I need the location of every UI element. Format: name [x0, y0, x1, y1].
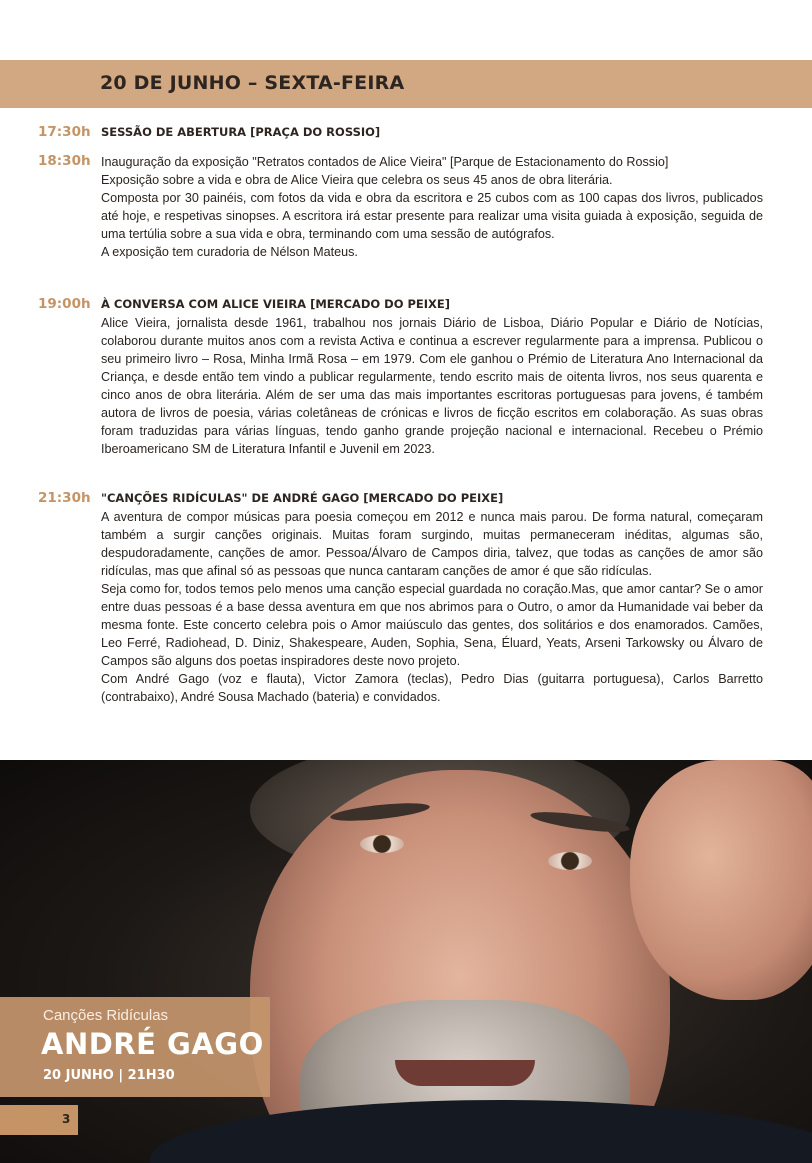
shirt-shape	[150, 1100, 812, 1163]
photo-caption-box	[0, 997, 270, 1097]
event-body	[101, 314, 763, 458]
left-eye-shape	[360, 835, 404, 853]
page-number-tab	[0, 1105, 78, 1135]
event-paragraph: Inauguração da exposição "Retratos contados de Alice Vieira" [Parque de Estacionamento do Rossio]	[101, 155, 669, 169]
date-header-band	[0, 60, 812, 108]
event-paragraph: Exposição sobre a vida e obra de Alice Vieira que celebra os seus 45 anos de obra literária.	[101, 173, 613, 187]
show-datetime: 20 JUNHO | 21H30	[43, 1068, 175, 1083]
event-paragraph: A exposição tem curadoria de Nélson Mateus.	[101, 245, 358, 259]
show-title: Canções Ridículas	[43, 1007, 169, 1024]
event-title: "CANÇÕES RIDÍCULAS" DE ANDRÉ GAGO [MERCADO DO PEIXE]	[101, 491, 504, 505]
event-paragraph: A aventura de compor músicas para poesia começou em 2012 e nunca mais parou. De forma natural, começaram também a surgir canções originais. Muitas foram surgindo, muitas permaneceram inéditas, algumas são, despudoradamente, canções de amor. Pessoa/Álvaro de Campos diria, talvez, que todas as canções de amor são ridículas, mas que afinal só as pessoas que nunca cantaram canções de amor é que são ridículas.	[101, 510, 763, 578]
event-title: SESSÃO DE ABERTURA [PRAÇA DO ROSSIO]	[101, 125, 381, 139]
event-paragraph: Com André Gago (voz e flauta), Victor Zamora (teclas), Pedro Dias (guitarra portuguesa), Carlos Barretto (contrabaixo), André Sousa Machado (bateria) e convidados.	[101, 672, 763, 704]
artist-name: ANDRÉ GAGO	[41, 1027, 264, 1061]
event-time: 18:30h	[38, 153, 91, 169]
event-title: À CONVERSA COM ALICE VIEIRA [MERCADO DO PEIXE]	[101, 297, 451, 311]
event-body	[101, 153, 763, 261]
page-number: 3	[62, 1112, 71, 1126]
event-time: 17:30h	[38, 124, 91, 140]
portrait-photo	[0, 760, 812, 1163]
smile-shape	[395, 1060, 535, 1086]
event-time: 19:00h	[38, 296, 91, 312]
event-paragraph: Composta por 30 painéis, com fotos da vida e obra da escritora e 25 cubos com as 100 capas dos livros, publicados até hoje, e respetivas sinopses. A escritora irá estar presente para realizar uma visita guiada à exposição, seguida de uma tertúlia sobre a sua vida e obra, terminando com uma sessão de autógrafos.	[101, 191, 763, 241]
event-body	[101, 508, 763, 706]
event-paragraph: Seja como for, todos temos pelo menos uma canção especial guardada no coração.Mas, que amor cantar? Se o amor entre duas pessoas é a base dessa aventura em que nos abrimos para o Outro, o amor da Humanidade vai beber da mesma fonte. Este concerto celebra pois o Amor maiúsculo das gentes, dos solitários e dos enamorados. Camões, Leo Ferré, Radiohead, D. Diniz, Shakespeare, Auden, Sophia, Sena, Éluard, Yeats, Arseni Tarkowsky ou Álvaro de Campos são alguns dos poetas inspiradores deste novo projeto.	[101, 582, 763, 668]
date-title: 20 DE JUNHO – SEXTA-FEIRA	[100, 72, 405, 94]
right-eye-shape	[548, 852, 592, 870]
event-time: 21:30h	[38, 490, 91, 506]
event-paragraph: Alice Vieira, jornalista desde 1961, trabalhou nos jornais Diário de Lisboa, Diário Popular e Diário de Notícias, colaborou durante muitos anos com a revista Activa e continua a escrever regularmente para a imprensa. Publicou o seu primeiro livro – Rosa, Minha Irmã Rosa – em 1979. Com ele ganhou o Prémio de Literatura Ano Internacional da Criança, e desde então tem vindo a publicar regularmente, tendo escrito mais de oitenta livros, nos seus quarenta e cinco anos de obra literária. Além de ser uma das mais importantes escritoras portuguesas para jovens, é também autora de livros de poesia, várias coletâneas de crónicas e livros de ficção escritos em colaboração. As suas obras foram traduzidas para várias línguas, tendo ganho grande projeção nacional e internacional. Recebeu o Prémio Iberoamericano SM de Literatura Infantil e Juvenil em 2023.	[101, 316, 763, 456]
